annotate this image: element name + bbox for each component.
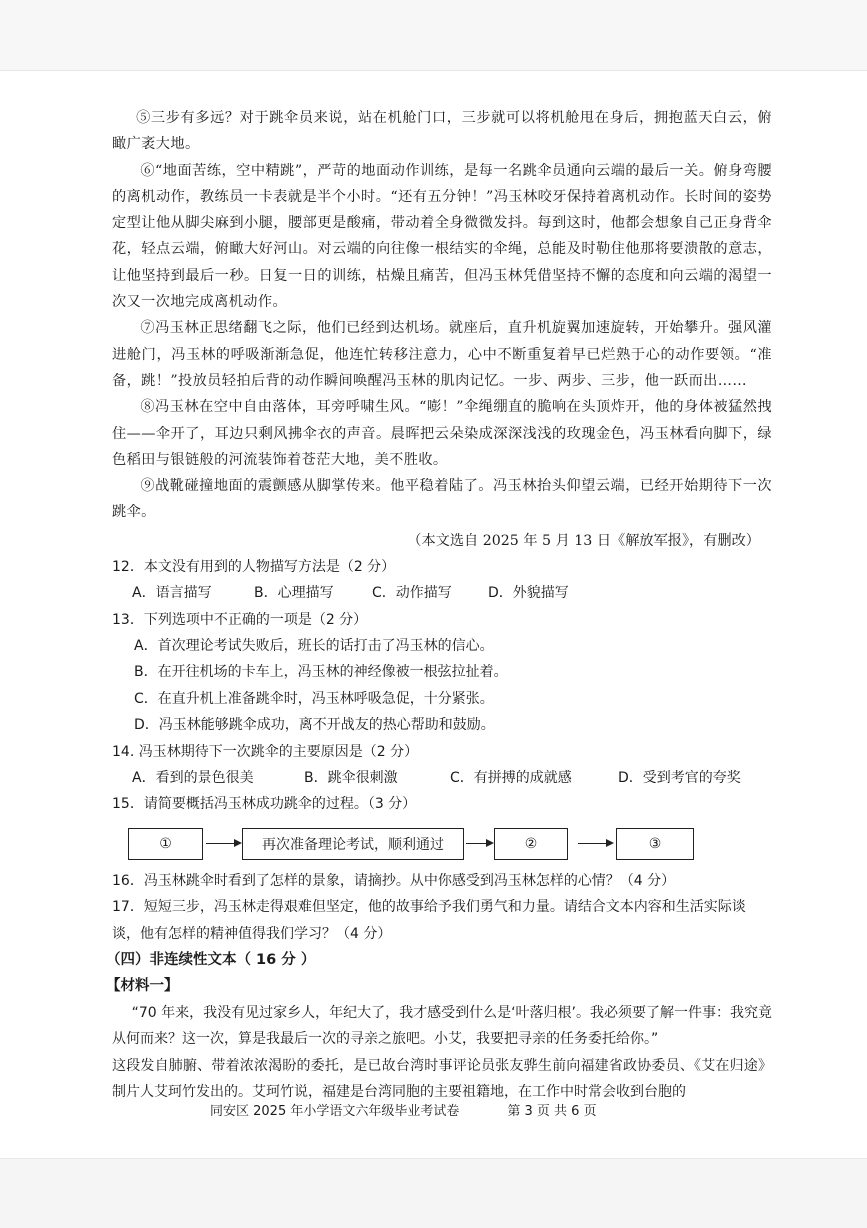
question-17-stem: 17．短短三步，冯玉林走得艰难但坚定，他的故事给予我们勇气和力量。请结合文本内容和生活实际谈谈，他有怎样的精神值得我们学习？（4 分）: [112, 899, 746, 942]
passage-paragraph-9: ⑨战靴碰撞地面的震颤感从脚掌传来。他平稳着陆了。冯玉林抬头仰望云端，已经开始期待下一次跳伞。: [112, 478, 772, 521]
scan-bottom-margin: [0, 1158, 867, 1228]
flow-box-4[interactable]: [616, 828, 694, 860]
q13-option-d[interactable]: D．冯玉林能够跳伞成功，离不开战友的热心帮助和鼓励。: [134, 717, 495, 734]
q12-option-a[interactable]: A．语言描写: [132, 585, 212, 602]
arrow-right-icon: [206, 843, 240, 844]
passage-paragraph-7: ⑦冯玉林正思绪翻飞之际，他们已经到达机场。就座后，直升机旋翼加速旋转，开始攀升。强风灌进舱门，冯玉林的呼吸渐渐急促，他连忙转移注意力，心中不断重复着早已烂熟于心的动作要领。“准备，跳！”投放员轻拍后背的动作瞬间唤醒冯玉林的肌肉记忆。一步、两步、三步，他一跃而出……: [112, 320, 772, 389]
q14-option-c[interactable]: C．有拼搏的成就感: [450, 770, 572, 786]
material-1-paragraph-1: “70 年来，我没有见过家乡人，年纪大了，我才感受到什么是‘叶落归根’。我必须要了解一件事：我究竟从何而来？这一次，算是我最后一次的寻亲之旅吧。小艾，我要把寻亲的任务委托给你。”: [112, 1004, 773, 1048]
flow-box-2: [242, 828, 464, 860]
question-12-stem: 12．本文没有用到的人物描写方法是（2 分）: [112, 558, 396, 575]
question-12-options: [112, 580, 772, 606]
arrow-right-icon: [466, 843, 492, 844]
q14-option-b[interactable]: B．跳伞很刺激: [304, 770, 398, 786]
passage-paragraph-8: ⑧冯玉林在空中自由落体，耳旁呼啸生风。“嘭！”伞绳绷直的脆响在头顶炸开，他的身体被猛然拽住——伞开了，耳边只剩风拂伞衣的声音。晨晖把云朵染成深深浅浅的玫瑰金色，冯玉林看向脚下，绿色稻田与银链般的河流装饰着苍茫大地，美不胜收。: [112, 399, 772, 468]
passage-paragraph-6: ⑥“地面苦练，空中精跳”，严苛的地面动作训练，是每一名跳伞员通向云端的最后一关。俯身弯腰的离机动作，教练员一卡表就是半个小时。“还有五分钟！”冯玉林咬牙保持着离机动作。长时间的姿势定型让他从脚尖麻到小腿，腰部更是酸痛，带动着全身微微发抖。每到这时，他都会想象自己正身背伞花，轻点云端，俯瞰大好河山。对云端的向往像一根结实的伞绳，总能及时勒住他那将要溃散的意志，让他坚持到最后一秒。日复一日的训练，枯燥且痛苦，但冯玉林凭借坚持不懈的态度和向云端的渴望一次又一次地完成离机动作。: [112, 162, 772, 311]
q14-option-a[interactable]: A．看到的景色很美: [132, 770, 254, 786]
q14-option-d[interactable]: D．受到考官的夸奖: [618, 770, 741, 786]
flow-box-3[interactable]: [494, 828, 568, 860]
exam-page: [106, 105, 773, 1105]
q12-option-d[interactable]: D．外貌描写: [488, 585, 569, 602]
question-14-options: [112, 765, 772, 791]
q12-option-b[interactable]: B．心理描写: [254, 585, 334, 602]
flow-box-2-label: 再次准备理论考试，顺利通过: [262, 836, 444, 853]
footer-page-number: 第 3 页 共 6 页: [507, 1104, 597, 1119]
q13-option-c[interactable]: C．在直升机上准备跳伞时，冯玉林呼吸急促，十分紧张。: [134, 690, 494, 707]
flow-box-1[interactable]: [128, 828, 203, 860]
page-footer: [210, 1100, 710, 1119]
question-14-stem: 14. 冯玉林期待下一次跳伞的主要原因是（2 分）: [112, 743, 419, 760]
arrow-right-icon: [578, 843, 612, 844]
material-1-paragraph-2: 这段发自肺腑、带着浓浓渴盼的委托，是已故台湾时事评论员张友骅生前向福建省政协委员、《艾在归途》制片人艾珂竹发出的。艾珂竹说，福建是台湾同胞的主要祖籍地，在工作中时常会收到台胞的: [112, 1057, 772, 1101]
flow-box-1-label: ①: [159, 835, 172, 852]
q13-option-a[interactable]: A．首次理论考试失败后，班长的话打击了冯玉林的信心。: [134, 637, 494, 654]
material-1-title: 【材料一】: [106, 978, 179, 995]
flow-box-4-label: ③: [648, 835, 662, 852]
scan-top-margin: [0, 0, 867, 71]
q13-option-b[interactable]: B．在开往机场的卡车上，冯玉林的神经像被一根弦拉扯着。: [134, 664, 508, 681]
flow-box-3-label: ②: [524, 835, 538, 852]
question-13-stem: 13．下列选项中不正确的一项是（2 分）: [112, 611, 368, 628]
passage-source: （本文选自 2025 年 5 月 13 日《解放军报》，有删改）: [407, 532, 760, 549]
passage-paragraph-5: ⑤三步有多远？对于跳伞员来说，站在机舱门口，三步就可以将机舱甩在身后，拥抱蓝天白云，俯瞰广袤大地。: [112, 110, 772, 153]
footer-exam-title: 同安区 2025 年小学语文六年级毕业考试卷: [210, 1104, 460, 1119]
section-4-title: （四）非连续性文本（ 16 分 ）: [106, 952, 316, 969]
question-15-stem: 15．请简要概括冯玉林成功跳伞的过程。（3 分）: [112, 796, 417, 813]
q12-option-c[interactable]: C．动作描写: [372, 585, 452, 602]
q15-flowchart: [112, 822, 772, 866]
question-16-stem: 16．冯玉林跳伞时看到了怎样的景象，请摘抄。从中你感受到冯玉林怎样的心情？（4 分）: [112, 872, 676, 889]
